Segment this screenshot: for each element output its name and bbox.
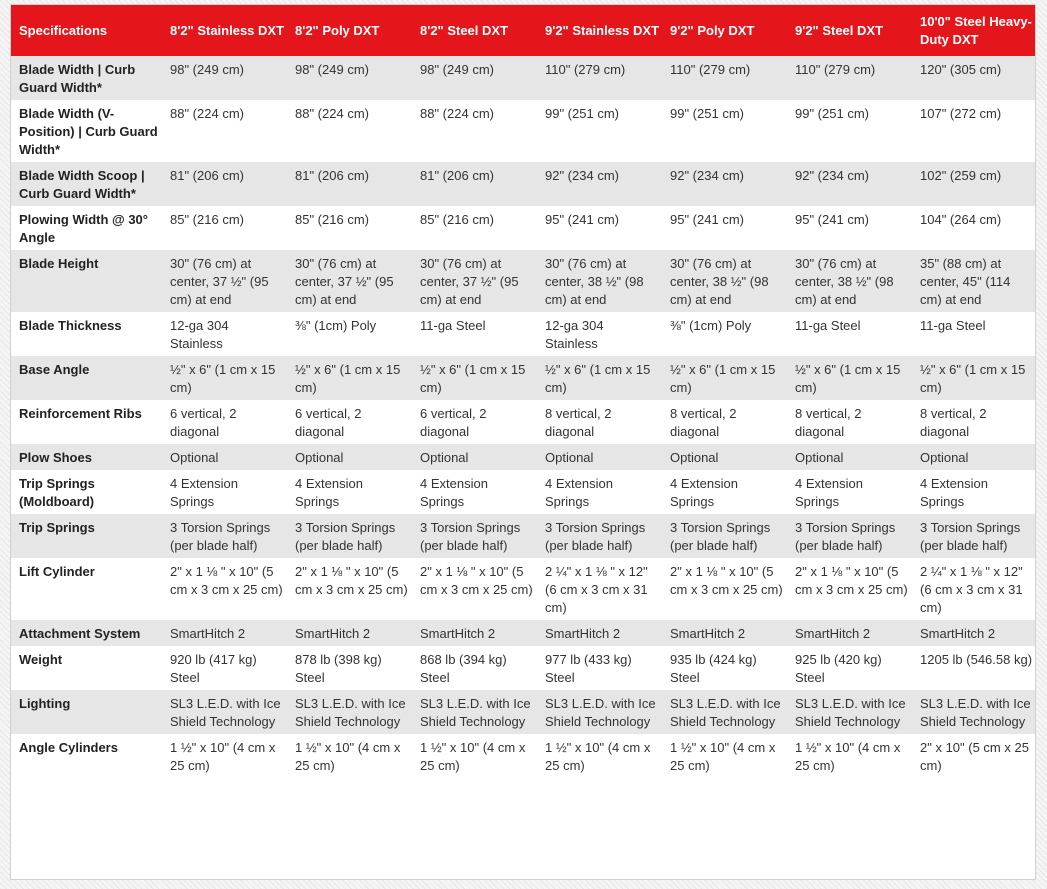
table-cell: ½" x 6" (1 cm x 15 cm)	[412, 356, 537, 400]
table-row	[11, 100, 1036, 162]
table-cell: 30" (76 cm) at center, 37 ½" (95 cm) at end	[287, 250, 412, 312]
table-cell: ½" x 6" (1 cm x 15 cm)	[537, 356, 662, 400]
table-cell: 95" (241 cm)	[537, 206, 662, 250]
table-cell: Optional	[662, 444, 787, 470]
table-row	[11, 734, 1036, 778]
row-label: Trip Springs	[11, 514, 162, 558]
table-cell: 85" (216 cm)	[287, 206, 412, 250]
table-cell: 1 ½" x 10" (4 cm x 25 cm)	[537, 734, 662, 778]
table-row	[11, 646, 1036, 690]
header-model-6: 9'2" Steel DXT	[787, 5, 912, 56]
table-row	[11, 620, 1036, 646]
table-cell: 98" (249 cm)	[287, 56, 412, 100]
header-model-1: 8'2" Stainless DXT	[162, 5, 287, 56]
table-cell: 11-ga Steel	[787, 312, 912, 356]
table-cell: 6 vertical, 2 diagonal	[412, 400, 537, 444]
table-cell: 977 lb (433 kg) Steel	[537, 646, 662, 690]
table-cell: 85" (216 cm)	[162, 206, 287, 250]
table-cell: 3 Torsion Springs (per blade half)	[412, 514, 537, 558]
table-cell: 95" (241 cm)	[787, 206, 912, 250]
table-cell: ½" x 6" (1 cm x 15 cm)	[162, 356, 287, 400]
table-cell: 81" (206 cm)	[162, 162, 287, 206]
table-cell: 935 lb (424 kg) Steel	[662, 646, 787, 690]
header-model-2: 8'2" Poly DXT	[287, 5, 412, 56]
table-cell: SmartHitch 2	[287, 620, 412, 646]
table-row	[11, 514, 1036, 558]
table-cell: 99" (251 cm)	[787, 100, 912, 162]
row-label: Blade Height	[11, 250, 162, 312]
row-label: Plowing Width @ 30° Angle	[11, 206, 162, 250]
table-cell: Optional	[912, 444, 1036, 470]
table-cell: 95" (241 cm)	[662, 206, 787, 250]
table-cell: 920 lb (417 kg) Steel	[162, 646, 287, 690]
table-cell: 85" (216 cm)	[412, 206, 537, 250]
table-cell: 3 Torsion Springs (per blade half)	[912, 514, 1036, 558]
table-cell: 12-ga 304 Stainless	[162, 312, 287, 356]
table-cell: 35" (88 cm) at center, 45" (114 cm) at end	[912, 250, 1036, 312]
table-cell: ½" x 6" (1 cm x 15 cm)	[287, 356, 412, 400]
row-label: Base Angle	[11, 356, 162, 400]
table-cell: 120" (305 cm)	[912, 56, 1036, 100]
table-cell: 30" (76 cm) at center, 37 ½" (95 cm) at end	[412, 250, 537, 312]
table-cell: 8 vertical, 2 diagonal	[787, 400, 912, 444]
table-cell: SL3 L.E.D. with Ice Shield Technology	[787, 690, 912, 734]
table-cell: 1 ½" x 10" (4 cm x 25 cm)	[162, 734, 287, 778]
table-cell: 4 Extension Springs	[162, 470, 287, 514]
table-cell: 3 Torsion Springs (per blade half)	[537, 514, 662, 558]
table-cell: 868 lb (394 kg) Steel	[412, 646, 537, 690]
table-cell: ⅜" (1cm) Poly	[662, 312, 787, 356]
header-specifications: Specifications	[11, 5, 162, 56]
table-cell: 11-ga Steel	[412, 312, 537, 356]
table-cell: 81" (206 cm)	[287, 162, 412, 206]
row-label: Attachment System	[11, 620, 162, 646]
table-cell: 6 vertical, 2 diagonal	[287, 400, 412, 444]
header-row	[11, 5, 1036, 56]
table-cell: 2" x 1 ⅛ " x 10" (5 cm x 3 cm x 25 cm)	[287, 558, 412, 620]
table-cell: 107" (272 cm)	[912, 100, 1036, 162]
spec-table-body	[11, 56, 1036, 778]
table-cell: 1205 lb (546.58 kg)	[912, 646, 1036, 690]
table-cell: 102" (259 cm)	[912, 162, 1036, 206]
table-cell: SL3 L.E.D. with Ice Shield Technology	[287, 690, 412, 734]
table-row	[11, 444, 1036, 470]
table-cell: Optional	[162, 444, 287, 470]
table-cell: Optional	[287, 444, 412, 470]
table-cell: 878 lb (398 kg) Steel	[287, 646, 412, 690]
table-cell: 30" (76 cm) at center, 38 ½" (98 cm) at end	[787, 250, 912, 312]
table-cell: 81" (206 cm)	[412, 162, 537, 206]
row-label: Blade Width (V-Position) | Curb Guard Width*	[11, 100, 162, 162]
table-cell: 110" (279 cm)	[787, 56, 912, 100]
table-cell: 1 ½" x 10" (4 cm x 25 cm)	[662, 734, 787, 778]
table-cell: 12-ga 304 Stainless	[537, 312, 662, 356]
row-label: Reinforcement Ribs	[11, 400, 162, 444]
table-cell: Optional	[537, 444, 662, 470]
table-cell: 3 Torsion Springs (per blade half)	[287, 514, 412, 558]
table-cell: SmartHitch 2	[412, 620, 537, 646]
row-label: Angle Cylinders	[11, 734, 162, 778]
table-row	[11, 162, 1036, 206]
table-cell: 88" (224 cm)	[162, 100, 287, 162]
table-row	[11, 470, 1036, 514]
table-cell: 92" (234 cm)	[787, 162, 912, 206]
table-cell: 4 Extension Springs	[787, 470, 912, 514]
spec-table	[11, 5, 1036, 778]
table-row	[11, 400, 1036, 444]
table-cell: ½" x 6" (1 cm x 15 cm)	[787, 356, 912, 400]
table-cell: 8 vertical, 2 diagonal	[537, 400, 662, 444]
table-cell: 6 vertical, 2 diagonal	[162, 400, 287, 444]
table-cell: SmartHitch 2	[662, 620, 787, 646]
table-cell: 2 ¼" x 1 ⅛ " x 12" (6 cm x 3 cm x 31 cm)	[537, 558, 662, 620]
table-cell: 1 ½" x 10" (4 cm x 25 cm)	[412, 734, 537, 778]
table-cell: ⅜" (1cm) Poly	[287, 312, 412, 356]
table-cell: SmartHitch 2	[787, 620, 912, 646]
row-label: Plow Shoes	[11, 444, 162, 470]
table-cell: 2" x 10" (5 cm x 25 cm)	[912, 734, 1036, 778]
table-cell: 88" (224 cm)	[412, 100, 537, 162]
table-cell: SL3 L.E.D. with Ice Shield Technology	[162, 690, 287, 734]
table-cell: 110" (279 cm)	[662, 56, 787, 100]
table-cell: 4 Extension Springs	[662, 470, 787, 514]
table-cell: 4 Extension Springs	[412, 470, 537, 514]
table-cell: 104" (264 cm)	[912, 206, 1036, 250]
table-cell: 2 ¼" x 1 ⅛ " x 12" (6 cm x 3 cm x 31 cm)	[912, 558, 1036, 620]
table-cell: SmartHitch 2	[162, 620, 287, 646]
table-cell: 3 Torsion Springs (per blade half)	[662, 514, 787, 558]
table-cell: Optional	[787, 444, 912, 470]
table-cell: 925 lb (420 kg) Steel	[787, 646, 912, 690]
table-cell: 98" (249 cm)	[412, 56, 537, 100]
table-cell: 99" (251 cm)	[662, 100, 787, 162]
table-cell: 1 ½" x 10" (4 cm x 25 cm)	[787, 734, 912, 778]
table-cell: 2" x 1 ⅛ " x 10" (5 cm x 3 cm x 25 cm)	[662, 558, 787, 620]
table-cell: 110" (279 cm)	[537, 56, 662, 100]
table-cell: SmartHitch 2	[537, 620, 662, 646]
table-cell: 4 Extension Springs	[537, 470, 662, 514]
spec-table-header	[11, 5, 1036, 56]
table-cell: 92" (234 cm)	[662, 162, 787, 206]
table-cell: 2" x 1 ⅛ " x 10" (5 cm x 3 cm x 25 cm)	[787, 558, 912, 620]
table-cell: 88" (224 cm)	[287, 100, 412, 162]
row-label: Blade Width | Curb Guard Width*	[11, 56, 162, 100]
table-cell: 2" x 1 ⅛ " x 10" (5 cm x 3 cm x 25 cm)	[412, 558, 537, 620]
table-cell: 8 vertical, 2 diagonal	[662, 400, 787, 444]
row-label: Trip Springs (Moldboard)	[11, 470, 162, 514]
table-row	[11, 558, 1036, 620]
table-cell: SmartHitch 2	[912, 620, 1036, 646]
table-cell: 30" (76 cm) at center, 37 ½" (95 cm) at end	[162, 250, 287, 312]
table-cell: Optional	[412, 444, 537, 470]
header-model-3: 8'2" Steel DXT	[412, 5, 537, 56]
table-cell: SL3 L.E.D. with Ice Shield Technology	[662, 690, 787, 734]
spec-table-container	[10, 4, 1036, 880]
table-cell: 3 Torsion Springs (per blade half)	[787, 514, 912, 558]
table-cell: 2" x 1 ⅛ " x 10" (5 cm x 3 cm x 25 cm)	[162, 558, 287, 620]
table-row	[11, 206, 1036, 250]
table-cell: 4 Extension Springs	[912, 470, 1036, 514]
table-cell: SL3 L.E.D. with Ice Shield Technology	[912, 690, 1036, 734]
table-cell: ½" x 6" (1 cm x 15 cm)	[662, 356, 787, 400]
row-label: Lift Cylinder	[11, 558, 162, 620]
table-cell: 30" (76 cm) at center, 38 ½" (98 cm) at end	[537, 250, 662, 312]
table-cell: 1 ½" x 10" (4 cm x 25 cm)	[287, 734, 412, 778]
table-row	[11, 312, 1036, 356]
row-label: Blade Thickness	[11, 312, 162, 356]
header-model-5: 9'2" Poly DXT	[662, 5, 787, 56]
table-cell: 8 vertical, 2 diagonal	[912, 400, 1036, 444]
table-cell: 98" (249 cm)	[162, 56, 287, 100]
row-label: Blade Width Scoop | Curb Guard Width*	[11, 162, 162, 206]
row-label: Lighting	[11, 690, 162, 734]
table-row	[11, 690, 1036, 734]
table-row	[11, 56, 1036, 100]
table-cell: 4 Extension Springs	[287, 470, 412, 514]
table-cell: 92" (234 cm)	[537, 162, 662, 206]
table-cell: 99" (251 cm)	[537, 100, 662, 162]
table-cell: SL3 L.E.D. with Ice Shield Technology	[412, 690, 537, 734]
table-cell: 11-ga Steel	[912, 312, 1036, 356]
table-row	[11, 250, 1036, 312]
header-model-7: 10'0" Steel Heavy-Duty DXT	[912, 5, 1036, 56]
row-label: Weight	[11, 646, 162, 690]
header-model-4: 9'2" Stainless DXT	[537, 5, 662, 56]
table-cell: 3 Torsion Springs (per blade half)	[162, 514, 287, 558]
table-cell: ½" x 6" (1 cm x 15 cm)	[912, 356, 1036, 400]
table-cell: SL3 L.E.D. with Ice Shield Technology	[537, 690, 662, 734]
table-cell: 30" (76 cm) at center, 38 ½" (98 cm) at end	[662, 250, 787, 312]
table-row	[11, 356, 1036, 400]
